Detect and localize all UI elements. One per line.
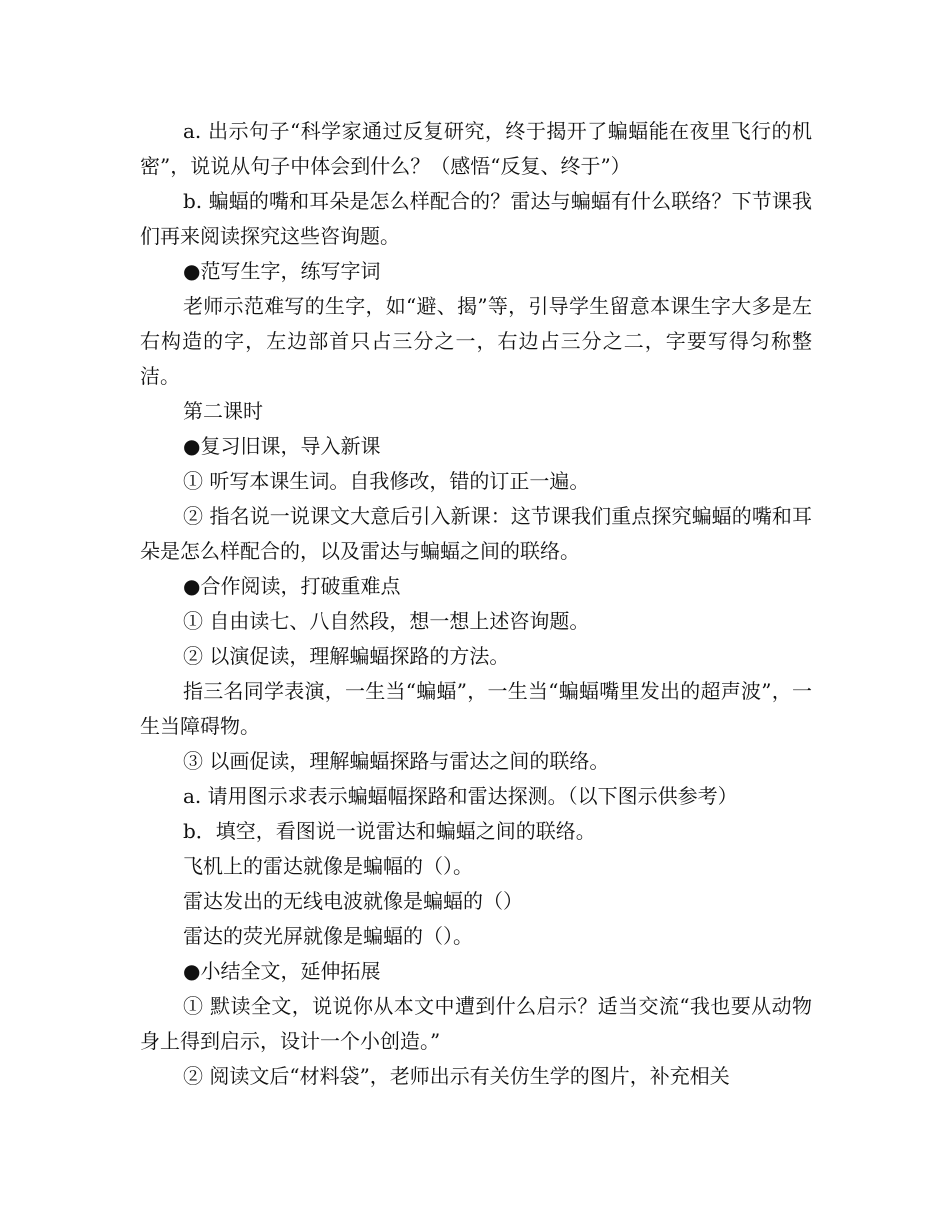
paragraph-question-a: a. 出示句子“科学家通过反复研究，终于揭开了蝙蝠能在夜里飞行的机密”，说说从句子中体会到什么？（感悟“反复、终于”）	[140, 119, 812, 178]
section-heading-review: ●复习旧课，导入新课	[183, 434, 381, 458]
list-item-introduction: ② 指名说一说课文大意后引入新课：这节课我们重点探究蝙蝠的嘴和耳朵是怎么样配合的，以及雷达与蝙蝠之间的联络。	[140, 504, 812, 563]
section-heading-summary: ●小结全文，延伸拓展	[183, 959, 381, 983]
fill-blank-line-screen: 雷达的荧光屏就像是蝙蝠的（）。	[183, 924, 473, 948]
paragraph-role-play-detail: 指三名同学表演，一生当“蝙蝠”，一生当“蝙蝠嘴里发出的超声波”，一生当障碍物。	[140, 679, 812, 738]
paragraph-question-b: b. 蝙蝠的嘴和耳朵是怎么样配合的？雷达与蝙蝠有什么联络？下节课我们再来阅读探究这些咨询题。	[140, 189, 812, 248]
list-item-materials: ② 阅读文后“材料袋”，老师出示有关仿生学的图片，补充相关	[183, 1064, 730, 1088]
section-heading-cooperative-reading: ●合作阅读，打破重难点	[183, 574, 401, 598]
lesson-heading-second: 第二课时	[183, 399, 263, 423]
list-item-drawing: ③ 以画促读，理解蝙蝠探路与雷达之间的联络。	[183, 749, 610, 773]
list-item-dictation: ① 听写本课生词。自我修改，错的订正一遍。	[183, 469, 590, 493]
list-item-free-reading: ① 自由读七、八自然段，想一想上述咨询题。	[183, 609, 590, 633]
fill-blank-line-radio-waves: 雷达发出的无线电波就像是蝙蝠的（）	[183, 889, 523, 913]
paragraph-fill-blank-task: b．填空，看图说一说雷达和蝙蝠之间的联络。	[183, 819, 596, 843]
document-body	[140, 114, 812, 1094]
list-item-role-play: ② 以演促读，理解蝙蝠探路的方法。	[183, 644, 510, 668]
paragraph-writing-guidance: 老师示范难写的生字，如“避、揭”等，引导学生留意本课生字大多是左右构造的字，左边部首只占三分之一，右边占三分之二，字要写得匀称整洁。	[140, 294, 812, 388]
list-item-silent-reading: ① 默读全文，说说你从本文中遭到什么启示？适当交流“我也要从动物身上得到启示，设计一个小创造。”	[140, 994, 812, 1053]
paragraph-diagram-task: a. 请用图示求表示蝙蝠幅探路和雷达探测。（以下图示供参考）	[183, 784, 738, 808]
section-heading-writing: ●范写生字，练写字词	[183, 259, 381, 283]
fill-blank-line-radar: 飞机上的雷达就像是蝙幅的（）。	[183, 854, 473, 878]
